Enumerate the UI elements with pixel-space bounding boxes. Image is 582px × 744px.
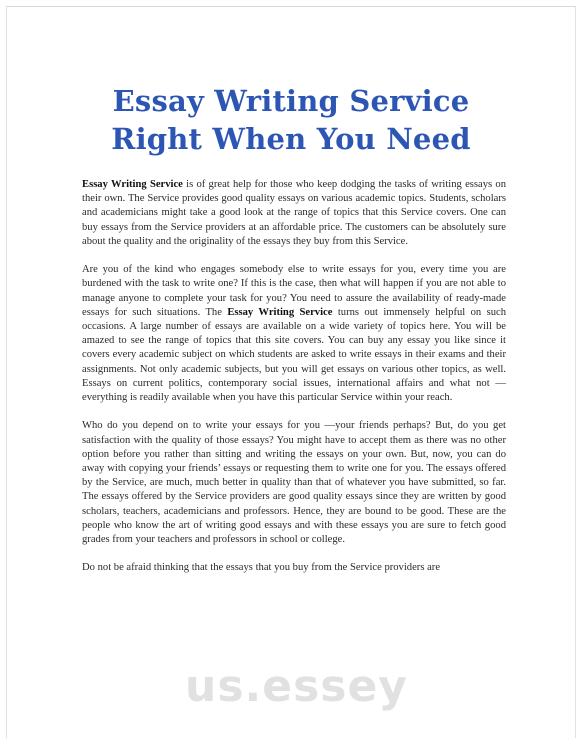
paragraph-2-text-before: Are you of the kind who engages somebody else to write essays for you, every time you are burdened with the task to write one? If this is the case, then what will happen if you are not able to manage anyone to complete your task for you? You need to assure the availability of ready-made essays for such situations. The (82, 264, 506, 318)
paragraph-1 (82, 178, 506, 249)
title-line-1: Essay Writing Service (112, 84, 470, 118)
paragraph-4: Do not be afraid thinking that the essays that you buy from the Service providers are (82, 562, 441, 574)
paragraph-2-bold-term: Essay Writing Service (227, 306, 333, 318)
title-line-2: Right When You Need (111, 122, 471, 156)
paragraph-1-text: is of great help for those who keep dodging the tasks of writing essays on their own. The Service provides good quality essays on various academic topics. Students, scholars and academicians might take a good look at the range of topics that this Service covers. One can buy essays from the Service providers at an affordable price. The customers can be absolutely sure about the quality and the originality of the essays they buy from this Service. (82, 179, 506, 247)
paragraph-3: Who do you depend on to write your essays for you —your friends perhaps? But, do you get satisfaction with the quality of those essays? You might have to accept them as there was no other option before you rather than sitting and writing the essays on your own. But, now, you can do away with copying your friends’ essays or requesting them to write one for you. The essays offered by the Service, are much, much better in quality than that of whatever you have submitted, so far. The essays offered by the Service providers are good quality essays since they are written by good scholars, teachers, academicians and professors. Hence, they are bound to be good. These are the people who know the art of writing good essays and with these essays you are sure to fetch good grades from your teachers and professors in school or college. (82, 420, 506, 546)
watermark-text: us.essey (185, 661, 408, 712)
paragraph-2-text-after: turns out immensely helpful on such occasions. A large number of essays are available on a wide variety of topics here. You will be amazed to see the range of topics that this site covers. You can buy any essay you like since it covers every academic subject on which students are asked to write essays in their exams and their assignments. Not only academic subjects, but you will get essays on various other topics, as well. Essays on current politics, contemporary social issues, international affairs and what not — everything is readily available when you have this particular Service within your reach. (82, 306, 506, 404)
document-body (82, 178, 506, 590)
document-title (0, 82, 582, 158)
page-border-top (6, 6, 576, 7)
paragraph-1-bold-term: Essay Writing Service (82, 179, 183, 190)
paragraph-2 (82, 263, 506, 405)
